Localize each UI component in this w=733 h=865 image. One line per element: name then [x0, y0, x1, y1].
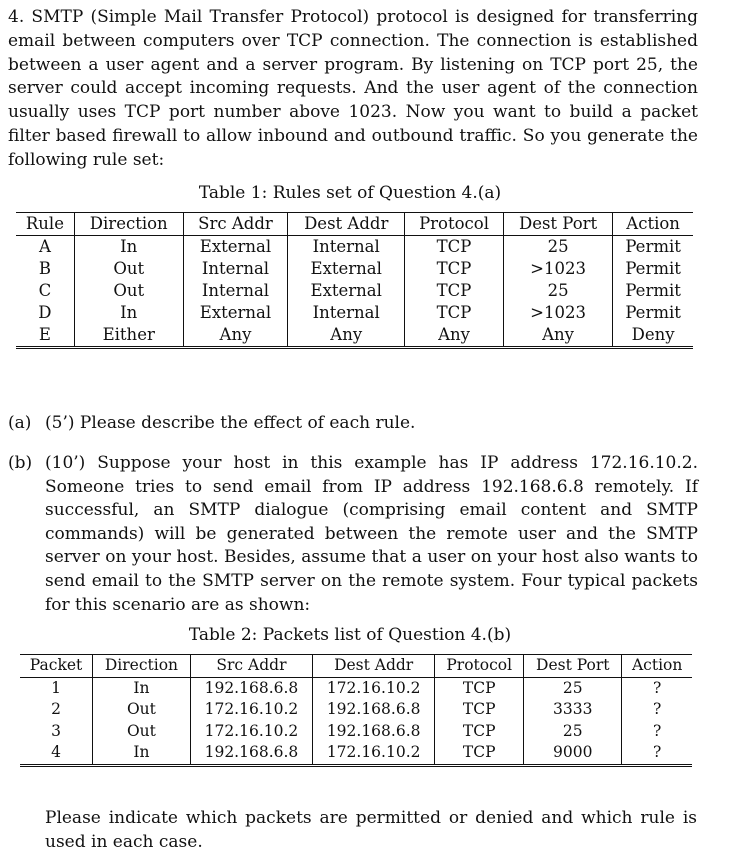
- rules-table-header: [16, 213, 693, 236]
- header-action: Action: [626, 214, 680, 233]
- part-a-label: (a): [8, 413, 32, 433]
- cell-direction: In: [93, 742, 191, 765]
- rules-table: [16, 212, 693, 349]
- cell-rule: C: [16, 280, 74, 302]
- cell-action: ?: [653, 700, 662, 718]
- cell-dest-port: >1023: [503, 258, 612, 280]
- cell-src-addr: External: [183, 302, 288, 324]
- cell-protocol: TCP: [435, 742, 524, 765]
- cell-protocol: TCP: [405, 236, 504, 259]
- cell-action: Permit: [625, 281, 681, 300]
- cell-packet: 2: [20, 699, 93, 721]
- cell-action: ?: [622, 742, 692, 765]
- question-parts: [8, 412, 698, 632]
- cell-direction: Out: [74, 258, 183, 280]
- cell-action: Deny: [613, 324, 693, 348]
- cell-src-addr: Any: [183, 324, 288, 348]
- header-dest-addr: Dest Addr: [313, 655, 435, 678]
- cell-rule: B: [16, 258, 74, 280]
- cell-direction: In: [74, 302, 183, 324]
- packets-table-header: [20, 655, 692, 678]
- cell-direction: Out: [93, 721, 191, 743]
- table-row: [16, 280, 693, 302]
- question-intro: 4. SMTP (Simple Mail Transfer Protocol) protocol is designed for transferring email between computers over TCP connection. The connection is established between a user agent and a server program. By listening on TCP port 25, the server could accept incoming requests. And the user agent of the connection usually uses TCP port number above 1023. Now you want to build a packet filter based firewall to allow inbound and outbound traffic. So you generate the following rule set:: [8, 7, 698, 170]
- cell-dest-addr: 172.16.10.2: [313, 742, 435, 765]
- table-row: [16, 258, 693, 280]
- header-protocol: Protocol: [405, 213, 504, 236]
- cell-dest-addr: Any: [288, 324, 405, 348]
- cell-protocol: TCP: [405, 280, 504, 302]
- cell-action: Permit: [625, 237, 681, 256]
- part-a-text: (5’) Please describe the effect of each rule.: [45, 413, 416, 433]
- cell-dest-addr: 172.16.10.2: [313, 677, 435, 699]
- cell-action: Permit: [625, 259, 681, 278]
- cell-src-addr: 192.168.6.8: [190, 742, 312, 765]
- cell-dest-port: 25: [524, 677, 622, 699]
- cell-direction: Out: [74, 280, 183, 302]
- cell-src-addr: 172.16.10.2: [190, 721, 312, 743]
- header-rule: Rule: [16, 213, 74, 236]
- cell-dest-addr: 192.168.6.8: [313, 721, 435, 743]
- table-row: [20, 677, 692, 699]
- header-packet: Packet: [20, 655, 93, 678]
- table-row: [20, 721, 692, 743]
- cell-src-addr: 192.168.6.8: [190, 677, 312, 699]
- cell-action: ?: [653, 721, 662, 740]
- cell-protocol: Any: [405, 324, 504, 348]
- cell-protocol: TCP: [435, 677, 524, 699]
- header-src-addr: Src Addr: [183, 213, 288, 236]
- cell-rule: D: [16, 302, 74, 324]
- cell-dest-port: 25: [503, 280, 612, 302]
- cell-direction: In: [93, 677, 191, 699]
- table-row: [20, 742, 692, 765]
- table-row: [20, 699, 692, 721]
- header-src-addr: Src Addr: [190, 655, 312, 678]
- cell-dest-addr: External: [288, 258, 405, 280]
- cell-src-addr: External: [183, 236, 288, 259]
- cell-dest-port: 25: [524, 721, 622, 743]
- cell-src-addr: 172.16.10.2: [190, 699, 312, 721]
- cell-packet: 3: [20, 721, 93, 743]
- cell-dest-addr: 192.168.6.8: [313, 699, 435, 721]
- cell-dest-port: >1023: [503, 302, 612, 324]
- cell-action: Permit: [625, 303, 681, 322]
- cell-dest-addr: Internal: [288, 302, 405, 324]
- cell-direction: Out: [93, 699, 191, 721]
- cell-protocol: TCP: [405, 302, 504, 324]
- header-protocol: Protocol: [435, 655, 524, 678]
- part-b-text: (10’) Suppose your host in this example has IP address 172.16.10.2. Someone tries to send email from IP address 192.168.6.8 remotely. If successful, an SMTP dialogue (comprising email content and SMTP commands) will be generated between the remote user and the SMTP server on your host. Besides, assume that a user on your host also wants to send email to the SMTP server on the remote system. Four typical packets for this scenario are as shown:: [45, 453, 698, 615]
- cell-src-addr: Internal: [183, 280, 288, 302]
- cell-dest-port: 3333: [524, 699, 622, 721]
- table-row: [16, 324, 693, 348]
- table2-caption: Table 2: Packets list of Question 4.(b): [188, 625, 512, 645]
- part-b: [8, 452, 698, 622]
- cell-dest-port: 9000: [524, 742, 622, 765]
- cell-dest-port: 25: [503, 236, 612, 259]
- packets-table: [20, 654, 692, 767]
- header-dest-port: Dest Port: [503, 213, 612, 236]
- cell-packet: 1: [20, 677, 93, 699]
- cell-dest-addr: External: [288, 280, 405, 302]
- header-dest-addr: Dest Addr: [288, 213, 405, 236]
- cell-direction: In: [74, 236, 183, 259]
- cell-protocol: TCP: [405, 258, 504, 280]
- cell-packet: 4: [20, 742, 93, 765]
- header-action: Action: [631, 656, 683, 674]
- header-direction: Direction: [93, 655, 191, 678]
- cell-protocol: TCP: [435, 721, 524, 743]
- cell-rule: E: [16, 324, 74, 348]
- part-a: [8, 412, 698, 436]
- header-dest-port: Dest Port: [524, 655, 622, 678]
- header-direction: Direction: [74, 213, 183, 236]
- cell-direction: Either: [74, 324, 183, 348]
- closing-instruction: Please indicate which packets are permitted or denied and which rule is used in each case.: [45, 808, 697, 852]
- cell-src-addr: Internal: [183, 258, 288, 280]
- part-b-label: (b): [8, 453, 33, 473]
- cell-protocol: TCP: [435, 699, 524, 721]
- cell-dest-port: Any: [503, 324, 612, 348]
- table-row: [16, 236, 693, 259]
- cell-action: ?: [653, 678, 662, 697]
- cell-rule: A: [16, 236, 74, 259]
- cell-dest-addr: Internal: [288, 236, 405, 259]
- table-row: [16, 302, 693, 324]
- table1-caption: Table 1: Rules set of Question 4.(a): [198, 183, 502, 203]
